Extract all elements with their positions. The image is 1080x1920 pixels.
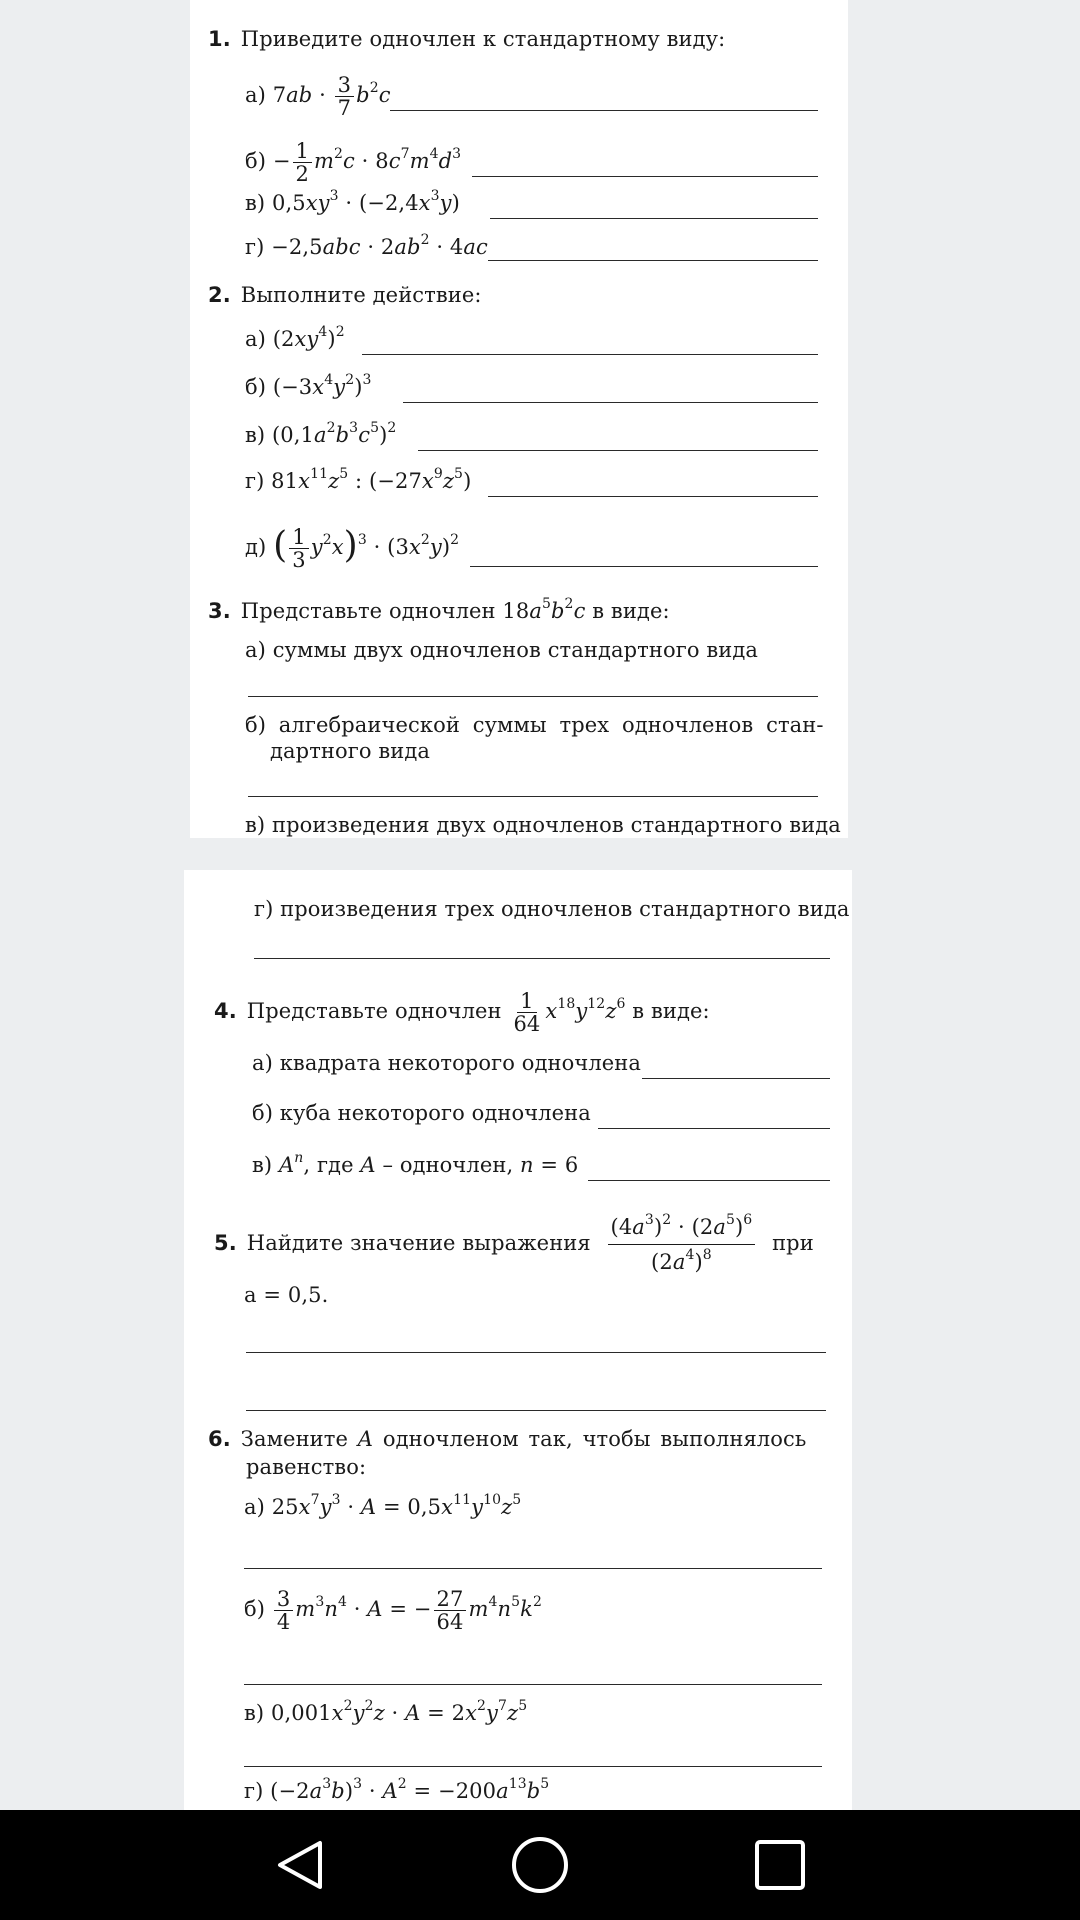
- worksheet-page-top: [190, 0, 848, 838]
- home-button[interactable]: [485, 1810, 595, 1920]
- task-6b: б) $\frac{3}{4}$ $m^3n^4 \cdot A$ = − $\frac{27}{64}$ $m^4n^5k^2$: [244, 1587, 542, 1634]
- answer-line-2d[interactable]: [470, 566, 818, 567]
- task-2g: г) $81x^{11}z^5$ : $(-27x^9z^5)$: [245, 466, 472, 493]
- recents-button[interactable]: [725, 1810, 835, 1920]
- task-2-heading: 2. Выполните действие:: [208, 283, 482, 307]
- answer-line-5b[interactable]: [246, 1410, 826, 1411]
- answer-line-4a[interactable]: [642, 1078, 830, 1079]
- answer-line-6a[interactable]: [244, 1568, 822, 1569]
- answer-line-2v[interactable]: [418, 450, 818, 451]
- task-2b: б) $(-3x^4y^2)^3$: [245, 372, 372, 399]
- task-4v: в) $A^n$, где A – одночлен, n = 6: [252, 1150, 579, 1177]
- task-6g: г) $(-2a^3b)^3 \cdot A^2 = -200a^{13}b^5$: [244, 1776, 550, 1803]
- task-4-heading: 4. Представьте одночлен $\frac{1}{64}$ $x^{18}y^{12}z^6$ в виде:: [214, 989, 710, 1036]
- task-1v: в) $0,5xy^3 \cdot (-2,4x^3y)$: [245, 188, 460, 215]
- answer-line-6b[interactable]: [244, 1684, 822, 1685]
- answer-line-2a[interactable]: [362, 354, 818, 355]
- answer-line-3b[interactable]: [248, 796, 818, 797]
- task-3g: г) произведения трех одночленов стандартного вида: [254, 897, 850, 921]
- answer-line-4v[interactable]: [588, 1180, 830, 1181]
- back-triangle-icon: [272, 1837, 328, 1893]
- task-6-heading-line2: равенство:: [246, 1455, 367, 1479]
- answer-line-1g[interactable]: [488, 260, 818, 261]
- task-2d: д) ( $\frac{1}{3}$ $y^2x)^3 \cdot (3x^2y)^2$: [245, 525, 460, 572]
- task-1g: $г) -2,5abc \cdot 2ab^2 \cdot 4ac$: [245, 232, 488, 259]
- home-circle-icon: [510, 1835, 570, 1895]
- task-4b: б) куба некоторого одночлена: [252, 1101, 591, 1125]
- answer-line-1a[interactable]: [390, 110, 818, 111]
- answer-line-6v[interactable]: [244, 1766, 822, 1767]
- task-3v: в) произведения двух одночленов стандартного вида: [245, 813, 841, 837]
- task-6v: в) $0,001x^2y^2z \cdot A = 2x^2y^7z^5$: [244, 1698, 528, 1725]
- task-3b-line1: б) алгебраической суммы трех одночленов стан-: [245, 713, 824, 737]
- system-navigation-bar: [0, 1810, 1080, 1920]
- answer-line-1v[interactable]: [490, 218, 818, 219]
- task-5-condition: a = 0,5.: [244, 1283, 329, 1307]
- answer-line-3g[interactable]: [254, 958, 830, 959]
- worksheet-page-bottom: [184, 870, 852, 1810]
- task-1-heading: 1. Приведите одночлен к стандартному виду:: [208, 27, 726, 51]
- task-1a: а) 7ab · $\frac{3}{7}$ $b^2c$: [245, 73, 391, 120]
- recents-square-icon: [753, 1838, 807, 1892]
- task-5-heading: 5. Найдите значение выражения $\frac{(4a^3)^2 \cdot (2a^5)^6}{(2a^4)^8}$ при: [214, 1212, 814, 1274]
- task-4a: а) квадрата некоторого одночлена: [252, 1051, 642, 1075]
- task-1b: б) − $\frac{1}{2}$ $m^2c \cdot 8c^7m^4d^3$: [245, 139, 462, 186]
- task-6a: а) $25x^7y^3 \cdot A = 0,5x^{11}y^{10}z^5$: [244, 1492, 522, 1519]
- task-2a: а) $(2xy^4)^2$: [245, 324, 345, 351]
- task-6-heading: 6. Замените A одночленом так, чтобы выполнялось: [208, 1427, 807, 1451]
- answer-line-1b[interactable]: [472, 176, 818, 177]
- answer-line-3a[interactable]: [248, 696, 818, 697]
- task-3-heading: 3. Представьте одночлен $18a^5b^2c$ в виде:: [208, 596, 670, 623]
- answer-line-4b[interactable]: [598, 1128, 830, 1129]
- task-3a: а) суммы двух одночленов стандартного вида: [245, 638, 759, 662]
- task-2v: в) $(0,1a^2b^3c^5)^2$: [245, 420, 397, 447]
- answer-line-2g[interactable]: [488, 496, 818, 497]
- back-button[interactable]: [245, 1810, 355, 1920]
- task-3b-line2: дартного вида: [270, 739, 431, 763]
- answer-line-5a[interactable]: [246, 1352, 826, 1353]
- answer-line-2b[interactable]: [403, 402, 818, 403]
